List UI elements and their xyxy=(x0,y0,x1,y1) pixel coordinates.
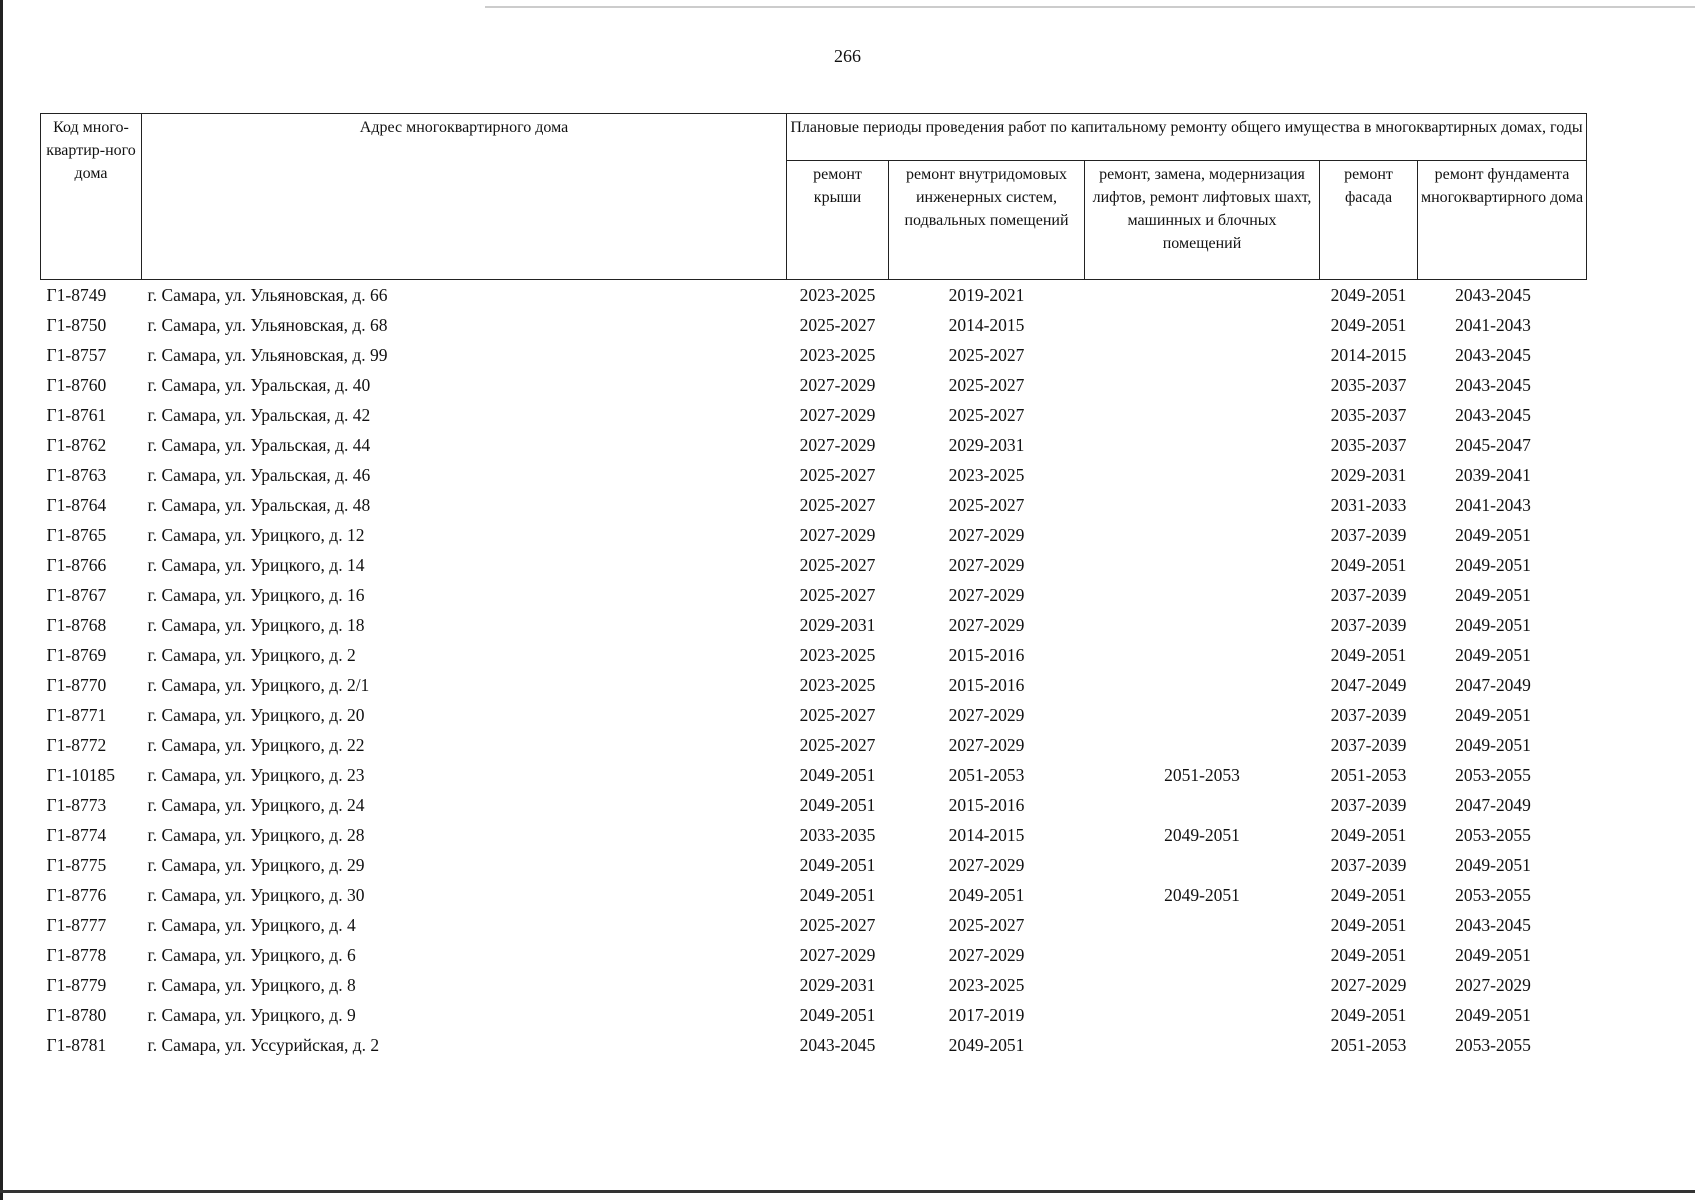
cell-facade: 2049-2051 xyxy=(1330,554,1407,575)
cell-foundation: 2027-2029 xyxy=(1455,974,1531,995)
cell-code: Г1-8761 xyxy=(46,404,107,425)
cell-code: Г1-8771 xyxy=(46,704,107,725)
cell-code: Г1-8770 xyxy=(46,674,107,695)
cell-roof: 2027-2029 xyxy=(799,524,876,545)
table-row xyxy=(41,490,1587,520)
cell-foundation: 2049-2051 xyxy=(1455,1004,1531,1025)
cell-facade: 2049-2051 xyxy=(1330,914,1407,935)
cell-foundation: 2049-2051 xyxy=(1455,704,1531,725)
table-row xyxy=(41,1030,1587,1060)
cell-foundation: 2049-2051 xyxy=(1455,644,1531,665)
cell-code: Г1-8780 xyxy=(46,1004,107,1025)
cell-roof: 2027-2029 xyxy=(799,404,876,425)
header-periods: Плановые периоды проведения работ по капитальному ремонту общего имущества в многоквартирных домах, годы xyxy=(787,114,1587,161)
cell-systems: 2049-2051 xyxy=(948,884,1025,905)
cell-lifts xyxy=(1085,1030,1320,1060)
cell-facade: 2014-2015 xyxy=(1330,344,1407,365)
cell-lifts: 2049-2051 xyxy=(1164,884,1240,905)
cell-facade: 2031-2033 xyxy=(1330,494,1407,515)
cell-facade: 2035-2037 xyxy=(1330,374,1407,395)
cell-lifts xyxy=(1085,370,1320,400)
cell-facade: 2029-2031 xyxy=(1330,464,1407,485)
header-roof: ремонт крыши xyxy=(787,161,889,280)
cell-code: Г1-8766 xyxy=(46,554,107,575)
cell-facade: 2049-2051 xyxy=(1330,884,1407,905)
cell-facade: 2051-2053 xyxy=(1330,1034,1407,1055)
cell-systems: 2025-2027 xyxy=(948,344,1025,365)
table-row xyxy=(41,760,1587,790)
cell-systems: 2015-2016 xyxy=(948,644,1025,665)
cell-address: г. Самара, ул. Урицкого, д. 6 xyxy=(147,944,356,965)
cell-systems: 2029-2031 xyxy=(948,434,1025,455)
cell-lifts xyxy=(1085,340,1320,370)
cell-roof: 2025-2027 xyxy=(799,314,876,335)
cell-code: Г1-8774 xyxy=(46,824,107,845)
cell-code: Г1-8765 xyxy=(46,524,107,545)
cell-lifts xyxy=(1085,640,1320,670)
cell-foundation: 2043-2045 xyxy=(1455,374,1531,395)
table-row xyxy=(41,520,1587,550)
table-row xyxy=(41,850,1587,880)
cell-roof: 2027-2029 xyxy=(799,374,876,395)
cell-roof: 2023-2025 xyxy=(799,344,876,365)
cell-systems: 2023-2025 xyxy=(948,974,1025,995)
cell-foundation: 2041-2043 xyxy=(1455,494,1531,515)
cell-lifts xyxy=(1085,670,1320,700)
cell-foundation: 2043-2045 xyxy=(1455,914,1531,935)
cell-facade: 2049-2051 xyxy=(1330,944,1407,965)
cell-systems: 2027-2029 xyxy=(948,854,1025,875)
cell-facade: 2037-2039 xyxy=(1330,854,1407,875)
cell-systems: 2025-2027 xyxy=(948,374,1025,395)
table-row xyxy=(41,940,1587,970)
cell-address: г. Самара, ул. Урицкого, д. 14 xyxy=(147,554,365,575)
cell-code: Г1-8763 xyxy=(46,464,107,485)
table-row xyxy=(41,550,1587,580)
cell-roof: 2025-2027 xyxy=(799,464,876,485)
table-row xyxy=(41,280,1587,311)
cell-roof: 2025-2027 xyxy=(799,704,876,725)
table-row xyxy=(41,820,1587,850)
cell-address: г. Самара, ул. Урицкого, д. 12 xyxy=(147,524,365,545)
cell-lifts xyxy=(1085,460,1320,490)
cell-lifts: 2051-2053 xyxy=(1164,764,1240,785)
cell-systems: 2027-2029 xyxy=(948,704,1025,725)
table-row xyxy=(41,460,1587,490)
cell-roof: 2025-2027 xyxy=(799,734,876,755)
cell-lifts xyxy=(1085,850,1320,880)
cell-lifts xyxy=(1085,910,1320,940)
cell-foundation: 2049-2051 xyxy=(1455,584,1531,605)
cell-address: г. Самара, ул. Урицкого, д. 28 xyxy=(147,824,365,845)
header-foundation: ремонт фундамента многоквартирного дома xyxy=(1418,161,1587,280)
cell-address: г. Самара, ул. Уральская, д. 40 xyxy=(147,374,371,395)
table-row xyxy=(41,370,1587,400)
table-row xyxy=(41,1000,1587,1030)
cell-foundation: 2049-2051 xyxy=(1455,854,1531,875)
cell-lifts xyxy=(1085,940,1320,970)
table-row xyxy=(41,790,1587,820)
cell-facade: 2049-2051 xyxy=(1330,1004,1407,1025)
cell-lifts xyxy=(1085,430,1320,460)
cell-systems: 2017-2019 xyxy=(948,1004,1025,1025)
cell-code: Г1-8764 xyxy=(46,494,107,515)
cell-address: г. Самара, ул. Ульяновская, д. 66 xyxy=(147,284,388,305)
page-number: 266 xyxy=(834,46,861,66)
cell-roof: 2049-2051 xyxy=(799,794,876,815)
cell-code: Г1-8760 xyxy=(46,374,107,395)
cell-foundation: 2053-2055 xyxy=(1455,824,1531,845)
table-row xyxy=(41,640,1587,670)
cell-foundation: 2039-2041 xyxy=(1455,464,1531,485)
cell-foundation: 2049-2051 xyxy=(1455,614,1531,635)
cell-facade: 2049-2051 xyxy=(1330,824,1407,845)
cell-facade: 2049-2051 xyxy=(1330,284,1407,305)
cell-systems: 2025-2027 xyxy=(948,494,1025,515)
cell-code: Г1-8776 xyxy=(46,884,107,905)
cell-code: Г1-8773 xyxy=(46,794,107,815)
cell-systems: 2014-2015 xyxy=(948,824,1025,845)
cell-systems: 2027-2029 xyxy=(948,944,1025,965)
cell-systems: 2015-2016 xyxy=(948,794,1025,815)
table-row xyxy=(41,910,1587,940)
cell-systems: 2027-2029 xyxy=(948,734,1025,755)
cell-lifts xyxy=(1085,280,1320,311)
header-facade: ремонт фасада xyxy=(1320,161,1418,280)
cell-lifts xyxy=(1085,610,1320,640)
cell-address: г. Самара, ул. Урицкого, д. 2/1 xyxy=(147,674,370,695)
cell-roof: 2033-2035 xyxy=(799,824,876,845)
cell-systems: 2025-2027 xyxy=(948,404,1025,425)
table-row xyxy=(41,310,1587,340)
table-header xyxy=(41,114,1587,280)
cell-code: Г1-8768 xyxy=(46,614,107,635)
cell-roof: 2023-2025 xyxy=(799,674,876,695)
cell-foundation: 2053-2055 xyxy=(1455,764,1531,785)
cell-address: г. Самара, ул. Урицкого, д. 30 xyxy=(147,884,365,905)
cell-roof: 2049-2051 xyxy=(799,764,876,785)
cell-facade: 2035-2037 xyxy=(1330,404,1407,425)
cell-lifts: 2049-2051 xyxy=(1164,824,1240,845)
cell-code: Г1-8762 xyxy=(46,434,107,455)
cell-foundation: 2053-2055 xyxy=(1455,1034,1531,1055)
cell-lifts xyxy=(1085,550,1320,580)
cell-code: Г1-8778 xyxy=(46,944,107,965)
cell-systems: 2023-2025 xyxy=(948,464,1025,485)
cell-address: г. Самара, ул. Урицкого, д. 16 xyxy=(147,584,365,605)
cell-code: Г1-10185 xyxy=(46,764,115,785)
cell-roof: 2025-2027 xyxy=(799,494,876,515)
cell-roof: 2029-2031 xyxy=(799,974,876,995)
table-body xyxy=(41,280,1587,1061)
cell-code: Г1-8775 xyxy=(46,854,107,875)
scan-edge-bottom xyxy=(0,1190,1695,1193)
cell-code: Г1-8767 xyxy=(46,584,107,605)
cell-foundation: 2043-2045 xyxy=(1455,404,1531,425)
cell-facade: 2047-2049 xyxy=(1330,674,1407,695)
scan-edge-top xyxy=(485,6,1695,8)
cell-facade: 2037-2039 xyxy=(1330,524,1407,545)
table-row xyxy=(41,730,1587,760)
cell-lifts xyxy=(1085,490,1320,520)
table-row xyxy=(41,970,1587,1000)
header-address: Адрес многоквартирного дома xyxy=(142,114,787,280)
cell-systems: 2051-2053 xyxy=(948,764,1025,785)
cell-roof: 2023-2025 xyxy=(799,644,876,665)
cell-address: г. Самара, ул. Урицкого, д. 24 xyxy=(147,794,365,815)
cell-lifts xyxy=(1085,1000,1320,1030)
cell-lifts xyxy=(1085,580,1320,610)
table-row xyxy=(41,670,1587,700)
cell-lifts xyxy=(1085,790,1320,820)
table-row xyxy=(41,700,1587,730)
cell-address: г. Самара, ул. Уральская, д. 44 xyxy=(147,434,371,455)
cell-code: Г1-8772 xyxy=(46,734,107,755)
cell-systems: 2027-2029 xyxy=(948,584,1025,605)
cell-facade: 2049-2051 xyxy=(1330,314,1407,335)
cell-systems: 2019-2021 xyxy=(948,284,1025,305)
cell-address: г. Самара, ул. Уссурийская, д. 2 xyxy=(147,1034,380,1055)
cell-systems: 2014-2015 xyxy=(948,314,1025,335)
table-row xyxy=(41,610,1587,640)
cell-address: г. Самара, ул. Урицкого, д. 4 xyxy=(147,914,356,935)
cell-address: г. Самара, ул. Урицкого, д. 2 xyxy=(147,644,356,665)
table-row xyxy=(41,580,1587,610)
cell-address: г. Самара, ул. Уральская, д. 46 xyxy=(147,464,371,485)
cell-foundation: 2053-2055 xyxy=(1455,884,1531,905)
cell-systems: 2027-2029 xyxy=(948,614,1025,635)
header-lifts: ремонт, замена, модернизация лифтов, ремонт лифтовых шахт, машинных и блочных помещений xyxy=(1085,161,1320,280)
cell-foundation: 2049-2051 xyxy=(1455,944,1531,965)
cell-foundation: 2047-2049 xyxy=(1455,794,1531,815)
cell-systems: 2025-2027 xyxy=(948,914,1025,935)
cell-roof: 2049-2051 xyxy=(799,1004,876,1025)
cell-roof: 2049-2051 xyxy=(799,854,876,875)
table-row xyxy=(41,400,1587,430)
cell-foundation: 2049-2051 xyxy=(1455,554,1531,575)
cell-address: г. Самара, ул. Урицкого, д. 9 xyxy=(147,1004,356,1025)
cell-foundation: 2043-2045 xyxy=(1455,284,1531,305)
cell-address: г. Самара, ул. Ульяновская, д. 68 xyxy=(147,314,388,335)
cell-address: г. Самара, ул. Ульяновская, д. 99 xyxy=(147,344,388,365)
cell-foundation: 2047-2049 xyxy=(1455,674,1531,695)
cell-systems: 2015-2016 xyxy=(948,674,1025,695)
cell-facade: 2037-2039 xyxy=(1330,614,1407,635)
cell-address: г. Самара, ул. Уральская, д. 48 xyxy=(147,494,371,515)
cell-facade: 2035-2037 xyxy=(1330,434,1407,455)
cell-facade: 2051-2053 xyxy=(1330,764,1407,785)
table-row xyxy=(41,340,1587,370)
cell-roof: 2029-2031 xyxy=(799,614,876,635)
cell-facade: 2037-2039 xyxy=(1330,704,1407,725)
cell-foundation: 2043-2045 xyxy=(1455,344,1531,365)
cell-facade: 2037-2039 xyxy=(1330,734,1407,755)
cell-facade: 2037-2039 xyxy=(1330,794,1407,815)
cell-roof: 2027-2029 xyxy=(799,944,876,965)
table-row xyxy=(41,880,1587,910)
cell-address: г. Самара, ул. Урицкого, д. 8 xyxy=(147,974,356,995)
scan-edge-left xyxy=(0,0,3,1200)
cell-lifts xyxy=(1085,520,1320,550)
cell-foundation: 2049-2051 xyxy=(1455,524,1531,545)
cell-address: г. Самара, ул. Урицкого, д. 18 xyxy=(147,614,365,635)
cell-address: г. Самара, ул. Урицкого, д. 22 xyxy=(147,734,365,755)
cell-roof: 2025-2027 xyxy=(799,554,876,575)
cell-code: Г1-8779 xyxy=(46,974,107,995)
cell-lifts xyxy=(1085,970,1320,1000)
cell-address: г. Самара, ул. Урицкого, д. 20 xyxy=(147,704,365,725)
cell-code: Г1-8777 xyxy=(46,914,107,935)
cell-code: Г1-8750 xyxy=(46,314,107,335)
cell-facade: 2027-2029 xyxy=(1330,974,1407,995)
cell-foundation: 2045-2047 xyxy=(1455,434,1531,455)
cell-lifts xyxy=(1085,400,1320,430)
cell-address: г. Самара, ул. Урицкого, д. 29 xyxy=(147,854,365,875)
cell-roof: 2043-2045 xyxy=(799,1034,876,1055)
cell-roof: 2025-2027 xyxy=(799,584,876,605)
cell-roof: 2049-2051 xyxy=(799,884,876,905)
table-row xyxy=(41,430,1587,460)
cell-foundation: 2041-2043 xyxy=(1455,314,1531,335)
cell-roof: 2025-2027 xyxy=(799,914,876,935)
cell-code: Г1-8757 xyxy=(46,344,107,365)
cell-lifts xyxy=(1085,700,1320,730)
cell-code: Г1-8781 xyxy=(46,1034,107,1055)
cell-code: Г1-8749 xyxy=(46,284,107,305)
cell-code: Г1-8769 xyxy=(46,644,107,665)
cell-foundation: 2049-2051 xyxy=(1455,734,1531,755)
cell-lifts xyxy=(1085,730,1320,760)
cell-systems: 2027-2029 xyxy=(948,554,1025,575)
cell-address: г. Самара, ул. Уральская, д. 42 xyxy=(147,404,371,425)
cell-lifts xyxy=(1085,310,1320,340)
cell-roof: 2027-2029 xyxy=(799,434,876,455)
cell-address: г. Самара, ул. Урицкого, д. 23 xyxy=(147,764,365,785)
capital-repair-table xyxy=(40,113,1587,1060)
cell-systems: 2027-2029 xyxy=(948,524,1025,545)
header-code: Код много-квартир-ного дома xyxy=(41,114,142,280)
cell-facade: 2037-2039 xyxy=(1330,584,1407,605)
header-systems: ремонт внутридомовых инженерных систем, подвальных помещений xyxy=(889,161,1085,280)
cell-systems: 2049-2051 xyxy=(948,1034,1025,1055)
cell-facade: 2049-2051 xyxy=(1330,644,1407,665)
cell-roof: 2023-2025 xyxy=(799,284,876,305)
